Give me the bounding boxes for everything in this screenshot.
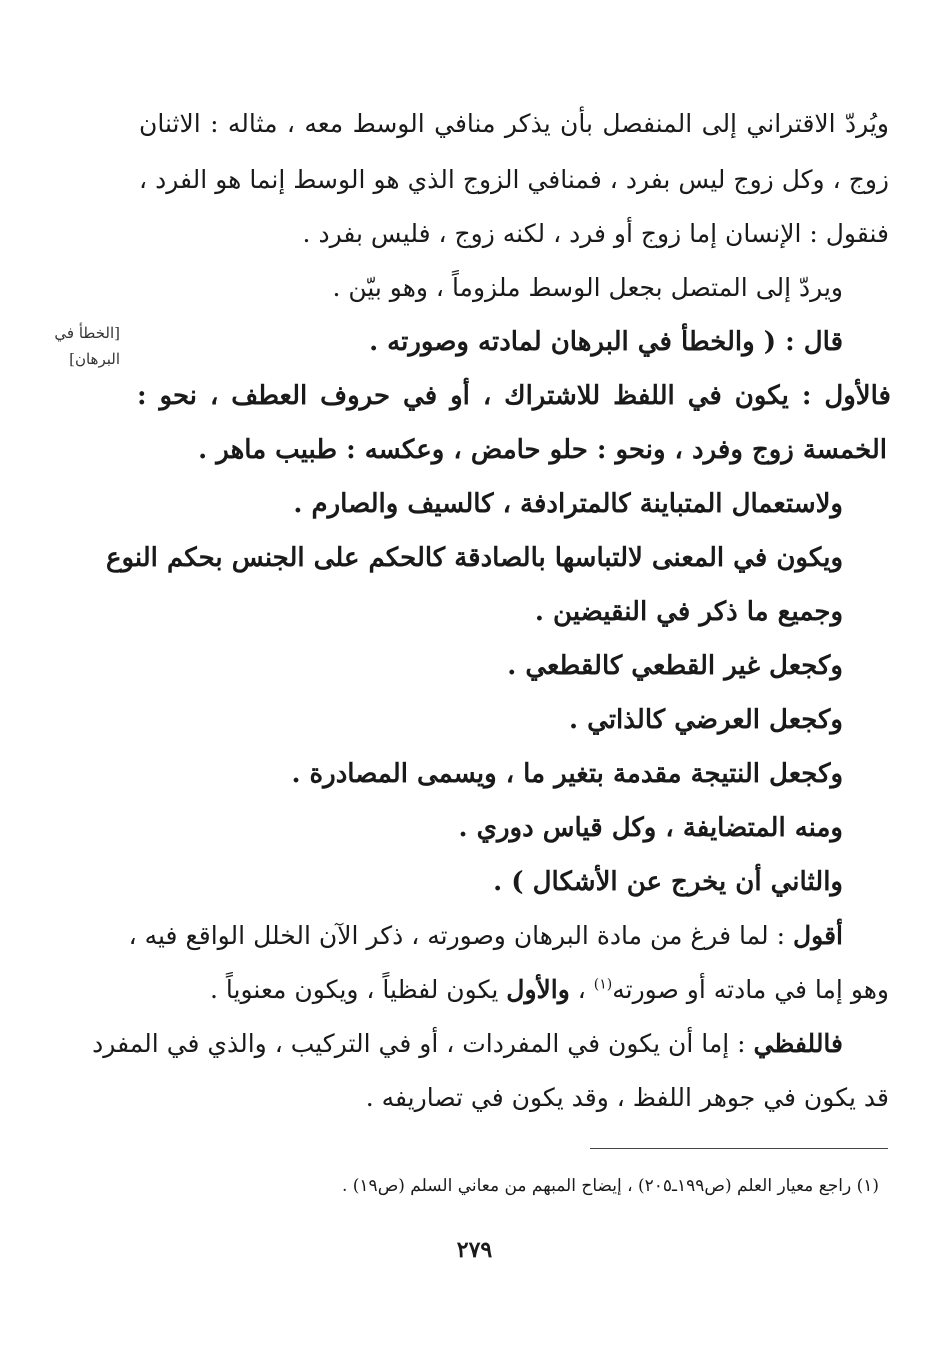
commentary-text: ، <box>569 975 594 1004</box>
quote-line: ومنه المتضايفة ، وكل قياس دوري . <box>458 813 843 843</box>
quote-line: وكجعل غير القطعي كالقطعي . <box>507 651 843 681</box>
quote-line: وجميع ما ذكر في النقيضين . <box>534 597 843 627</box>
page-number: ٢٧٩ <box>456 1237 493 1263</box>
commentary-text: وهو إما في مادته أو صورته <box>612 975 889 1004</box>
commentary-lead: والأول <box>506 975 570 1004</box>
commentary-line <box>92 1026 843 1062</box>
quote-line: والثاني أن يخرج عن الأشكال ) . <box>493 867 843 897</box>
commentary-text: : لما فرغ من مادة البرهان وصورته ، ذكر الآن الخلل الواقع فيه ، <box>128 921 786 950</box>
quote-line: ولاستعمال المتباينة كالمترادفة ، كالسيف والصارم . <box>293 489 843 519</box>
quote-line: وكجعل النتيجة مقدمة بتغير ما ، ويسمى المصادرة . <box>291 759 843 789</box>
commentary-lead: فاللفظي <box>753 1029 843 1058</box>
quote-line: ويكون في المعنى لالتباسها بالصادقة كالحكم على الجنس بحكم النوع <box>105 543 843 573</box>
commentary-lead: أقول <box>793 921 843 950</box>
footnote-marker: (١) <box>593 976 613 993</box>
commentary-line <box>128 918 843 954</box>
text-line: زوج ، وكل زوج ليس بفرد ، فمنافي الزوج الذي هو الوسط إنما هو الفرد ، <box>139 165 889 194</box>
commentary-line: قد يكون في جوهر اللفظ ، وقد يكون في تصاريفه . <box>365 1083 889 1112</box>
quote-line: الخمسة زوج وفرد ، ونحو : حلو حامض ، وعكسه : طبيب ماهر . <box>198 435 887 465</box>
commentary-line <box>139 972 889 1008</box>
commentary-text: يكون لفظياً ، ويكون معنوياً . <box>210 975 507 1004</box>
quote-line: قال : ( والخطأ في البرهان لمادته وصورته . <box>369 327 843 357</box>
text-line: ويردّ إلى المتصل بجعل الوسط ملزوماً ، وهو بيّن . <box>332 273 843 302</box>
text-line: ويُردّ الاقتراني إلى المنفصل بأن يذكر منافي الوسط معه ، مثاله : الاثنان <box>139 109 889 138</box>
margin-note-line: البرهان] <box>69 350 120 368</box>
footnote: (١) راجع معيار العلم (ص١٩٩ـ٢٠٥) ، إيضاح المبهم من معاني السلم (ص١٩) . <box>341 1176 879 1196</box>
text-line: فنقول : الإنسان إما زوج أو فرد ، لكنه زوج ، فليس بفرد . <box>302 219 889 248</box>
commentary-text: : إما أن يكون في المفردات ، أو في التركيب ، والذي في المفرد <box>92 1029 746 1058</box>
margin-note-line: [الخطأ في <box>54 324 120 342</box>
quote-line: وكجعل العرضي كالذاتي . <box>569 705 843 735</box>
quote-line: فالأول : يكون في اللفظ للاشتراك ، أو في حروف العطف ، نحو : <box>137 381 891 411</box>
footnote-separator <box>590 1148 888 1149</box>
